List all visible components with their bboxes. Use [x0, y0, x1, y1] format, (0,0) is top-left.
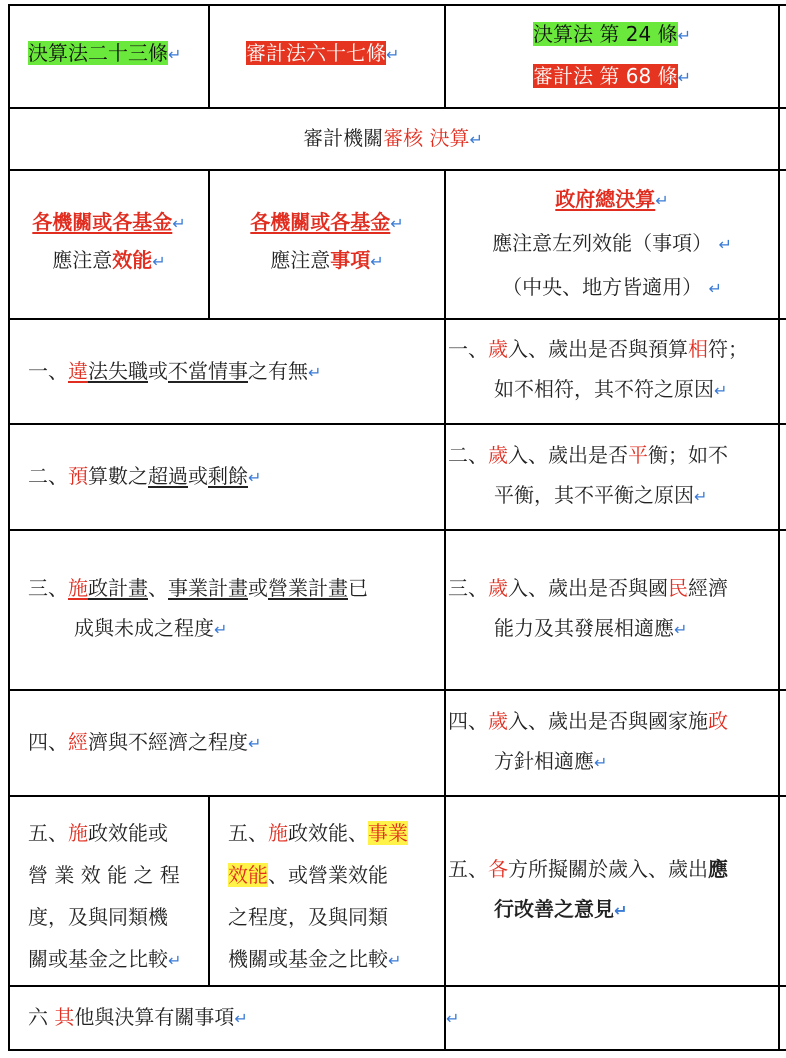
item-text: 如不相符，其不符之原因 — [494, 377, 714, 401]
grid-line — [8, 107, 786, 109]
item-text: 平衡，其不平衡之原因 — [494, 483, 694, 507]
grid-line — [8, 529, 786, 531]
item-text: 超過 — [148, 464, 188, 488]
item-key: 施 — [68, 821, 88, 845]
law-23-label — [28, 38, 181, 70]
item-key: 經 — [68, 730, 88, 754]
item-text: 入、歲出是否與國 — [508, 576, 668, 600]
item-key: 歲 — [488, 576, 508, 600]
return-mark: ↵ — [469, 130, 483, 149]
return-mark: ↵ — [172, 214, 186, 233]
item-text: 事業計畫 — [168, 576, 248, 600]
audit-67-label — [246, 38, 399, 70]
item-prefix: 三、 — [28, 576, 68, 600]
item-key: 相 — [688, 337, 708, 361]
item-text: 之有無 — [248, 359, 308, 383]
heading-part: 決算 — [429, 126, 470, 150]
grid-line — [8, 795, 786, 797]
item-prefix: 二、 — [28, 464, 68, 488]
item-prefix: 二、 — [448, 443, 488, 467]
item-3-right — [448, 573, 778, 645]
law-24-label — [446, 19, 778, 51]
item-3-left — [28, 573, 368, 645]
item-text: 法失職 — [88, 359, 148, 383]
item-text: 剩餘 — [208, 464, 248, 488]
item-prefix: 五、 — [28, 821, 68, 845]
item-4-left — [28, 727, 261, 759]
item-prefix: 四、 — [448, 709, 488, 733]
item-text: 符； — [708, 337, 748, 361]
item-text: 或 — [188, 464, 208, 488]
item-key: 歲 — [488, 337, 508, 361]
item-key: 施 — [268, 821, 288, 845]
col1-header — [10, 207, 208, 277]
return-mark: ↵ — [694, 487, 708, 506]
col3-header — [446, 184, 778, 304]
return-mark: ↵ — [152, 252, 166, 271]
item-key: 各 — [488, 857, 508, 881]
grid-line — [8, 4, 786, 6]
item-text: 度，及與同類機 — [28, 905, 168, 929]
item-6-left — [28, 1002, 248, 1034]
item-2-right — [448, 440, 778, 512]
item-text: 機關或基金之比較 — [228, 947, 388, 971]
item-text: 行改善之意見 — [494, 897, 614, 921]
grid-line — [8, 985, 786, 987]
col2-header — [210, 207, 444, 277]
item-text: 之程度，及與同類 — [228, 905, 388, 929]
grid-line — [208, 795, 210, 985]
item-text: 濟與不經濟之程度 — [88, 730, 248, 754]
grid-line — [8, 4, 10, 1051]
return-mark: ↵ — [677, 68, 691, 87]
item-text: 政效能或 — [88, 821, 168, 845]
item-5-col1 — [28, 812, 181, 982]
audit-68-text: 審計法 第 68 條 — [533, 64, 678, 88]
grid-line — [8, 689, 786, 691]
return-mark: ↵ — [674, 620, 688, 639]
law-24-text: 決算法 第 24 條 — [533, 22, 678, 46]
heading-part: 審計機關 — [303, 126, 384, 150]
return-mark: ↵ — [390, 214, 404, 233]
item-prefix: 六 — [28, 1005, 48, 1029]
col2-pre: 應注意 — [270, 248, 331, 272]
heading-part: 審核 — [383, 126, 424, 150]
item-key: 政 — [708, 709, 728, 733]
return-mark: ↵ — [248, 734, 262, 753]
item-key: 歲 — [488, 443, 508, 467]
section-heading — [8, 123, 778, 155]
item-text: 或 — [148, 359, 168, 383]
return-mark: ↵ — [386, 45, 400, 64]
item-text: 政效能、 — [288, 821, 368, 845]
item-prefix: 五、 — [228, 821, 268, 845]
item-text: 他與決算有關事項 — [74, 1005, 235, 1029]
item-text: 應 — [708, 857, 728, 881]
return-mark: ↵ — [168, 951, 182, 970]
item-text: 成與未成之程度 — [74, 616, 214, 640]
item-5-col2 — [228, 812, 408, 982]
return-mark: ↵ — [708, 279, 722, 298]
audit-67-text: 審計法六十七條 — [246, 41, 386, 65]
item-text: 、 — [148, 576, 168, 600]
return-mark: ↵ — [655, 191, 669, 210]
item-text: 算數之 — [88, 464, 148, 488]
item-6-right — [446, 1002, 459, 1034]
item-prefix: 一、 — [28, 359, 68, 383]
item-4-right — [448, 706, 778, 778]
item-text: 已 — [348, 576, 368, 600]
return-mark: ↵ — [308, 363, 322, 382]
item-text: 入、歲出是否與預算 — [508, 337, 688, 361]
grid-line — [8, 169, 786, 171]
item-prefix: 三、 — [448, 576, 488, 600]
item-text: 關或基金之比較 — [28, 947, 168, 971]
item-key: 違 — [68, 359, 88, 383]
return-mark: ↵ — [614, 901, 628, 920]
return-mark: ↵ — [594, 753, 608, 772]
item-text: 方所擬關於歲入、歲出 — [508, 857, 708, 881]
audit-68-label — [446, 61, 778, 93]
return-mark: ↵ — [168, 45, 182, 64]
col3-title: 政府總決算 — [555, 187, 656, 211]
col1-title: 各機關或各基金 — [32, 210, 173, 234]
item-prefix: 五、 — [448, 857, 488, 881]
item-text: 衡；如不 — [648, 443, 728, 467]
item-5-right — [448, 854, 778, 926]
grid-line — [208, 4, 210, 107]
item-key: 平 — [628, 443, 648, 467]
item-prefix: 一、 — [448, 337, 488, 361]
col2-key: 事項 — [330, 248, 371, 272]
item-1-right — [448, 334, 778, 406]
item-prefix: 四、 — [28, 730, 68, 754]
law-23-text: 決算法二十三條 — [28, 41, 168, 65]
return-mark: ↵ — [234, 1009, 248, 1028]
grid-line — [8, 423, 786, 425]
return-mark: ↵ — [677, 26, 691, 45]
item-2-left — [28, 461, 261, 493]
col3-line3: （中央、地方皆適用） — [502, 275, 703, 299]
item-key: 歲 — [488, 709, 508, 733]
item-highlight: 效能 — [228, 863, 268, 887]
item-key: 其 — [54, 1005, 75, 1029]
item-text: 入、歲出是否與國家施 — [508, 709, 708, 733]
return-mark: ↵ — [714, 381, 728, 400]
item-text: 營 業 效 能 之 程 — [28, 863, 180, 887]
col3-line2: 應注意左列效能（事項） — [492, 231, 713, 255]
item-text: 不當情事 — [168, 359, 248, 383]
item-highlight: 事業 — [368, 821, 408, 845]
return-mark: ↵ — [446, 1009, 460, 1028]
item-text: 或 — [248, 576, 268, 600]
return-mark: ↵ — [248, 468, 262, 487]
grid-line — [8, 318, 786, 320]
return-mark: ↵ — [718, 235, 732, 254]
item-text: 入、歲出是否 — [508, 443, 628, 467]
item-text: 經濟 — [688, 576, 728, 600]
item-1-left — [28, 356, 321, 388]
item-text: 政計畫 — [88, 576, 148, 600]
return-mark: ↵ — [370, 252, 384, 271]
return-mark: ↵ — [214, 620, 228, 639]
item-key: 施 — [68, 576, 88, 600]
return-mark: ↵ — [388, 951, 402, 970]
grid-line — [778, 4, 780, 1051]
item-text: 營業計畫 — [268, 576, 348, 600]
col1-pre: 應注意 — [52, 248, 113, 272]
item-key: 民 — [668, 576, 688, 600]
col1-key: 效能 — [112, 248, 153, 272]
item-text: 方針相適應 — [494, 749, 594, 773]
item-key: 預 — [68, 464, 88, 488]
col2-title: 各機關或各基金 — [250, 210, 391, 234]
item-text: 能力及其發展相適應 — [494, 616, 674, 640]
grid-line — [8, 1049, 786, 1051]
item-text: 、或營業效能 — [268, 863, 388, 887]
